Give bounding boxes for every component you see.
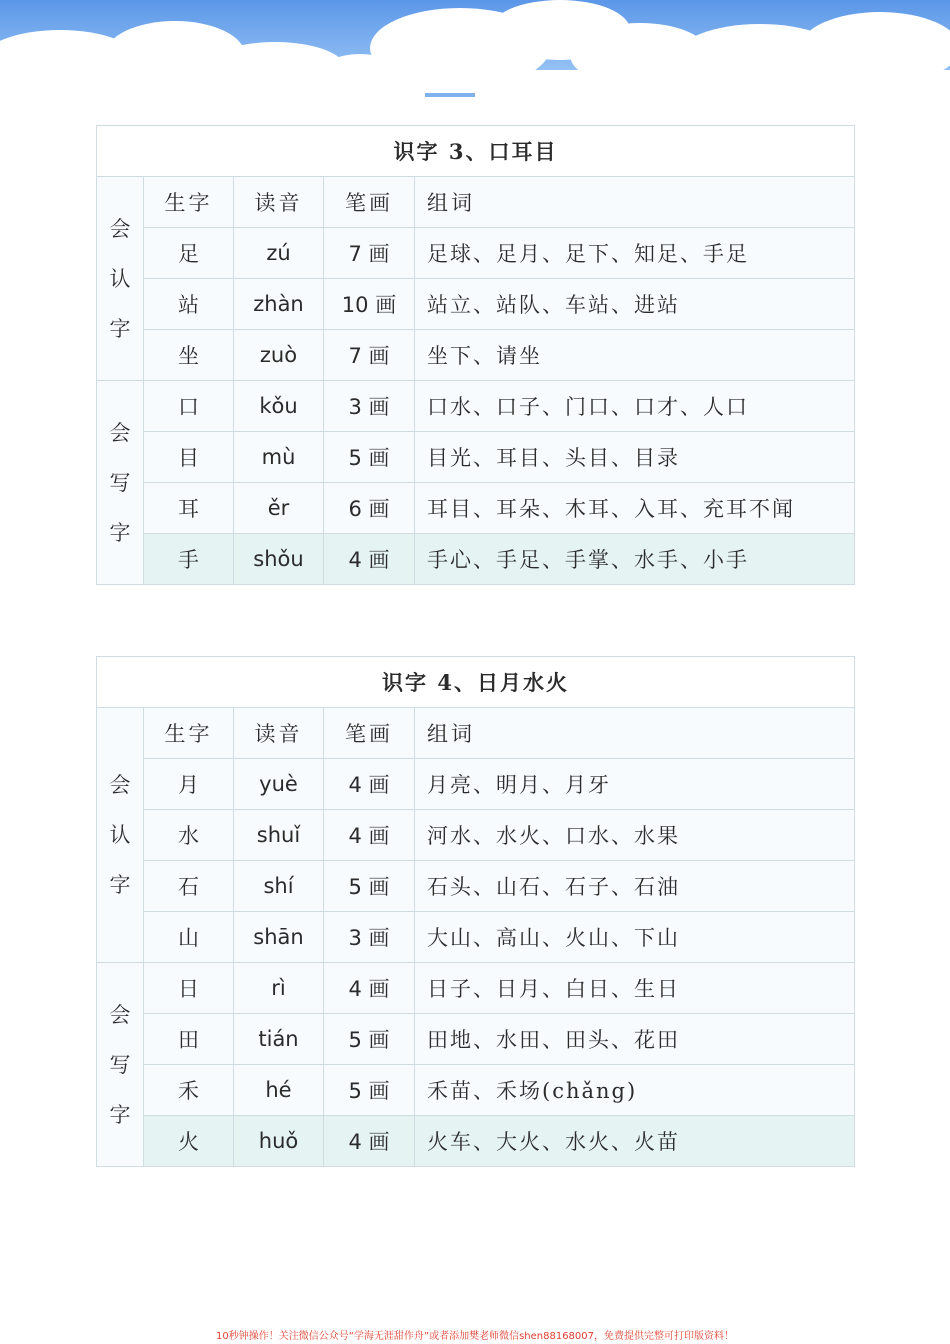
pinyin-cell: yuè [234,759,324,810]
character-cell: 目 [144,432,234,483]
character-cell: 口 [144,381,234,432]
character-cell: 田 [144,1014,234,1065]
pinyin-cell: hé [234,1065,324,1116]
pinyin-cell: kǒu [234,381,324,432]
footer-notice: 10秒钟操作！关注微信公众号“学海无涯甜作舟”或者添加樊老师微信shen88168007，免费提供完整可打印版资料！ [215,1331,735,1342]
table-row [97,1065,855,1116]
category-char: 认 [109,823,131,847]
pinyin-cell: zhàn [234,279,324,330]
table-header-row [97,177,855,228]
lesson-table-3 [96,125,855,585]
category-char: 会 [109,216,131,241]
words-cell: 月亮、明月、月牙 [415,759,855,810]
table-row [97,912,855,963]
words-cell: 手心、手足、手掌、水手、小手 [415,534,855,585]
table-row [97,279,855,330]
pinyin-cell: mù [234,432,324,483]
category-char: 会 [109,420,131,445]
pinyin-cell: rì [234,963,324,1014]
words-cell: 火车、大火、水火、火苗 [415,1116,855,1167]
table-row [97,483,855,534]
words-cell: 耳目、耳朵、木耳、入耳、充耳不闻 [415,483,855,534]
stroke-count-cell: 4 画 [324,810,415,861]
table-title: 识字 4、日月水火 [97,657,855,708]
category-char: 写 [109,470,131,495]
sky-cloud-banner [0,0,950,110]
table-row [97,330,855,381]
words-cell: 河水、水火、口水、水果 [415,810,855,861]
category-cell [97,381,144,585]
column-header: 读音 [234,708,324,759]
character-cell: 石 [144,861,234,912]
column-header: 笔画 [324,177,415,228]
category-char: 会 [109,1002,131,1027]
character-cell: 手 [144,534,234,585]
stroke-count-cell: 5 画 [324,861,415,912]
category-char: 会 [109,773,131,797]
character-cell: 月 [144,759,234,810]
character-cell: 足 [144,228,234,279]
words-cell: 足球、足月、足下、知足、手足 [415,228,855,279]
category-cell [97,177,144,381]
table-row [97,534,855,585]
column-header: 生字 [144,708,234,759]
stroke-count-cell: 7 画 [324,228,415,279]
stroke-count-cell: 3 画 [324,912,415,963]
pinyin-cell: huǒ [234,1116,324,1167]
category-char: 字 [109,1102,131,1127]
pinyin-cell: shǒu [234,534,324,585]
table-row [97,759,855,810]
table-row [97,381,855,432]
words-cell: 日子、日月、白日、生日 [415,963,855,1014]
stroke-count-cell: 5 画 [324,1014,415,1065]
category-cell [97,963,144,1167]
table-row [97,228,855,279]
table-header-row [97,708,855,759]
stroke-count-cell: 5 画 [324,1065,415,1116]
pinyin-cell: tián [234,1014,324,1065]
category-cell [97,708,144,963]
pinyin-cell: shuǐ [234,810,324,861]
table-row [97,432,855,483]
table-title-row [97,126,855,177]
table-row [97,1014,855,1065]
words-cell: 站立、站队、车站、进站 [415,279,855,330]
category-char: 字 [109,316,131,341]
column-header: 读音 [234,177,324,228]
table-title-row [97,657,855,708]
stroke-count-cell: 7 画 [324,330,415,381]
table-row [97,963,855,1014]
words-cell: 田地、水田、田头、花田 [415,1014,855,1065]
character-cell: 山 [144,912,234,963]
character-cell: 水 [144,810,234,861]
stroke-count-cell: 4 画 [324,1116,415,1167]
category-char: 字 [109,873,131,897]
words-cell: 石头、山石、石子、石油 [415,861,855,912]
pinyin-cell: shí [234,861,324,912]
character-cell: 日 [144,963,234,1014]
category-char: 写 [109,1052,131,1077]
stroke-count-cell: 4 画 [324,963,415,1014]
lesson-table-4 [96,656,855,1167]
pinyin-cell: shān [234,912,324,963]
words-cell: 目光、耳目、头目、目录 [415,432,855,483]
category-char: 字 [109,520,131,545]
stroke-count-cell: 6 画 [324,483,415,534]
words-cell: 口水、口子、门口、口才、人口 [415,381,855,432]
pinyin-cell: zú [234,228,324,279]
words-cell: 大山、高山、火山、下山 [415,912,855,963]
table-row [97,861,855,912]
words-cell: 禾苗、禾场(chǎng) [415,1065,855,1116]
character-cell: 禾 [144,1065,234,1116]
table-row [97,1116,855,1167]
stroke-count-cell: 3 画 [324,381,415,432]
stroke-count-cell: 4 画 [324,534,415,585]
words-cell: 坐下、请坐 [415,330,855,381]
character-cell: 站 [144,279,234,330]
pinyin-cell: ěr [234,483,324,534]
column-header: 生字 [144,177,234,228]
column-header: 笔画 [324,708,415,759]
pinyin-cell: zuò [234,330,324,381]
column-header: 组词 [415,177,855,228]
column-header: 组词 [415,708,855,759]
category-char: 认 [109,266,131,291]
character-cell: 火 [144,1116,234,1167]
character-cell: 耳 [144,483,234,534]
stroke-count-cell: 4 画 [324,759,415,810]
stroke-count-cell: 10 画 [324,279,415,330]
table-title: 识字 3、口耳目 [97,126,855,177]
character-cell: 坐 [144,330,234,381]
table-row [97,810,855,861]
stroke-count-cell: 5 画 [324,432,415,483]
